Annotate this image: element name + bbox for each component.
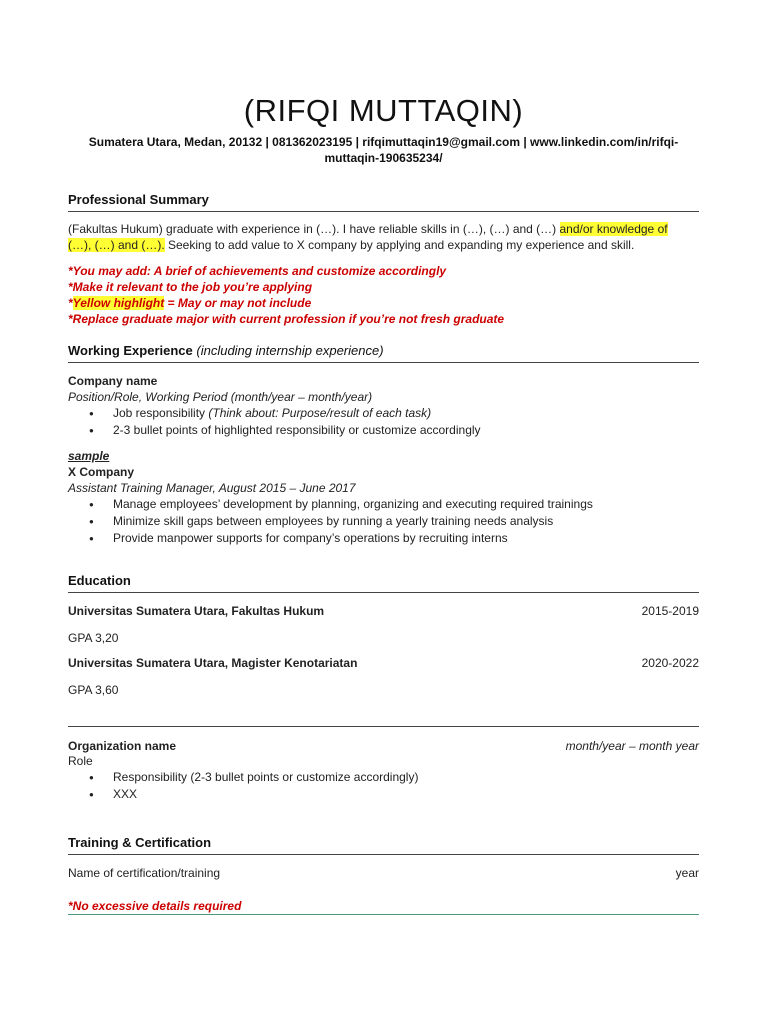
- education-gpa: GPA 3,20: [68, 631, 119, 645]
- experience-title-sub: (including internship experience): [196, 343, 384, 358]
- summary-highlight-1: and/or knowledge of: [559, 222, 668, 236]
- note-3-suffix: = May or may not include: [164, 296, 312, 310]
- summary-note-3: [68, 295, 699, 311]
- organization-bullet: ● Responsibility (2-3 bullet points or customize accordingly): [68, 769, 699, 786]
- contact-info: [68, 134, 699, 166]
- sample-bullet: ● Minimize skill gaps between employees by running a yearly training needs analysis: [68, 513, 699, 530]
- organization-period: month/year – month year: [565, 739, 699, 753]
- sample-bullets: [68, 496, 699, 547]
- sample-bullet: ● Manage employees’ development by planning, organizing and executing required trainings: [68, 496, 699, 513]
- education-entry: [68, 603, 699, 619]
- section-title-summary: Professional Summary: [68, 192, 699, 212]
- section-divider: [68, 726, 699, 727]
- summary-text-1: (Fakultas Hukum) graduate with experience in (…). I have reliable skills in (…), (…) and (…): [68, 222, 560, 236]
- experience-title: Working Experience: [68, 343, 193, 358]
- organization-bullet: ● XXX: [68, 786, 699, 803]
- bullet-1-text: Job responsibility: [113, 406, 209, 420]
- section-title-education: Education: [68, 573, 699, 593]
- template-bullet-2: ● 2-3 bullet points of highlighted responsibility or customize accordingly: [68, 422, 699, 439]
- education-school: Universitas Sumatera Utara, Magister Kenotariatan: [68, 656, 358, 670]
- experience-template: [68, 373, 699, 439]
- section-title-experience: [68, 343, 699, 363]
- organization-name: Organization name: [68, 739, 177, 753]
- template-company: Company name: [68, 374, 158, 388]
- organization-role: Role: [68, 754, 93, 768]
- candidate-name: (RIFQI MUTTAQIN): [243, 93, 524, 128]
- sample-company: X Company: [68, 465, 135, 479]
- contact-line-1: Sumatera Utara, Medan, 20132 | 081362023195 | rifqimuttaqin19@gmail.com | www.linkedin.com/in/rifqi-: [88, 135, 679, 149]
- education-years: 2015-2019: [641, 604, 699, 618]
- sample-bullet: ● Provide manpower supports for company’s operations by recruiting interns: [68, 530, 699, 547]
- contact-line-2: muttaqin-190635234/: [324, 151, 443, 165]
- bullet-1-italic: (Think about: Purpose/result of each task): [208, 406, 432, 420]
- template-bullets: [68, 405, 699, 439]
- organization-details: [68, 753, 699, 803]
- note-3-highlight: Yellow highlight: [72, 296, 165, 310]
- education-school: Universitas Sumatera Utara, Fakultas Hukum: [68, 604, 325, 618]
- summary-paragraph: [68, 221, 699, 253]
- experience-sample: [68, 448, 699, 547]
- training-entry: [68, 865, 699, 881]
- training-year: year: [675, 866, 699, 880]
- education-years: 2020-2022: [641, 656, 699, 670]
- summary-note-4: *Replace graduate major with current profession if you’re not fresh graduate: [68, 312, 505, 326]
- footer-divider: [68, 914, 699, 915]
- sample-position: Assistant Training Manager, August 2015 – June 2017: [68, 481, 356, 495]
- section-title-training: Training & Certification: [68, 835, 699, 855]
- education-entry: [68, 655, 699, 671]
- training-note: *No excessive details required: [68, 899, 242, 913]
- training-item: Name of certification/training: [68, 866, 221, 880]
- summary-text-2: Seeking to add value to X company by applying and expanding my experience and skill.: [164, 238, 635, 252]
- template-position: Position/Role, Working Period (month/year – month/year): [68, 390, 373, 404]
- note-3-prefix: *: [68, 296, 73, 310]
- education-gpa: GPA 3,60: [68, 683, 119, 697]
- summary-highlight-2: (…), (…) and (…).: [68, 238, 165, 252]
- summary-note-1: *You may add: A brief of achievements and customize accordingly: [68, 264, 447, 278]
- summary-notes: [68, 263, 699, 327]
- organization-header: [68, 738, 699, 754]
- sample-label: sample: [68, 449, 110, 463]
- summary-note-2: *Make it relevant to the job you’re applying: [68, 280, 313, 294]
- organization-bullets: [68, 769, 699, 803]
- template-bullet-1: [68, 405, 699, 422]
